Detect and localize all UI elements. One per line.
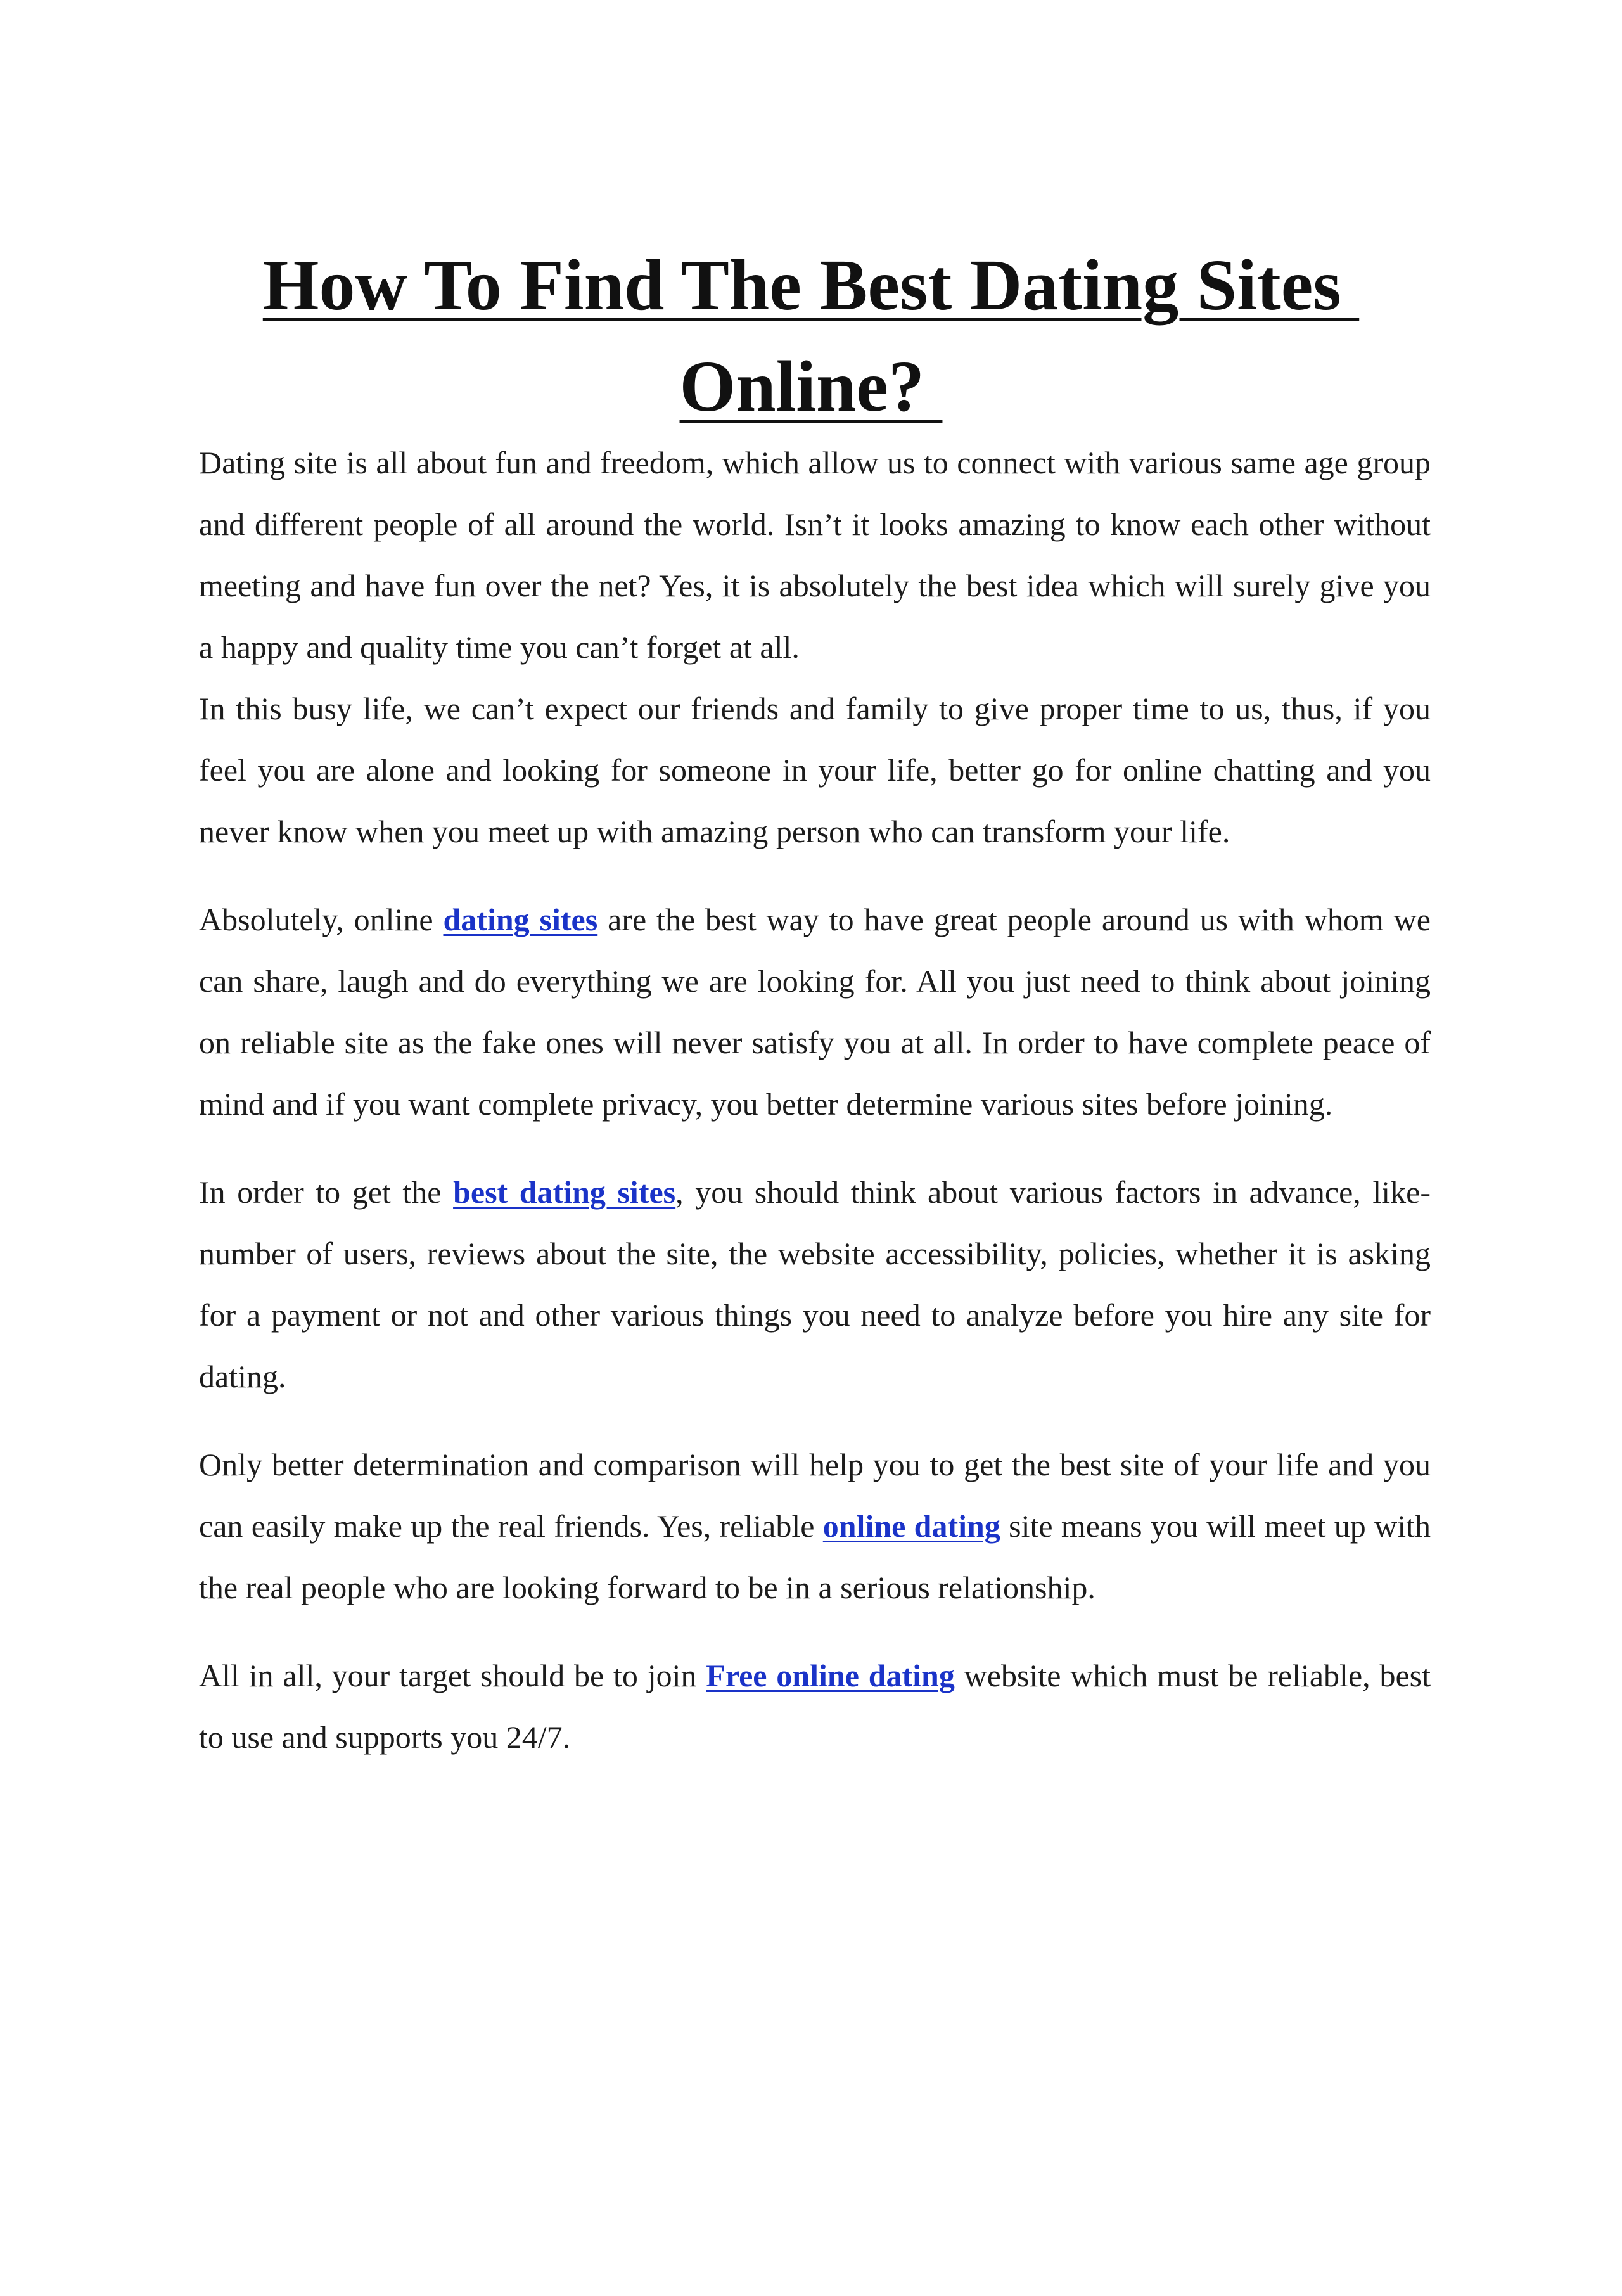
paragraph-6-text-start: All in all, your target should be to join <box>199 1658 706 1693</box>
paragraph-5 <box>199 1434 1431 1619</box>
title-line-2: Online? <box>679 346 943 426</box>
paragraph-4-text-start: In order to get the <box>199 1174 454 1210</box>
paragraph-3-text-end: are the best way to have great people around us with whom we can share, laugh and do everything we are looking for. All you just need to think about joining on reliable site as the fake ones will never satisfy you at all. In order to have complete peace of mind and if you want complete privacy, you better determine various sites before joining. <box>199 902 1431 1122</box>
free-online-dating-link[interactable]: Free online dating <box>706 1658 955 1693</box>
paragraph-5-text-start: Only better determination and comparison will help you to get the best site of your life and you can easily make up the real friends. Yes, reliable <box>199 1447 1431 1544</box>
dating-sites-link[interactable]: dating sites <box>443 902 598 937</box>
paragraph-4 <box>199 1162 1431 1408</box>
paragraph-3-text-start: Absolutely, online <box>199 902 444 937</box>
paragraph-5-text-end: site means you will meet up with the real people who are looking forward to be in a serious relationship. <box>199 1508 1431 1605</box>
online-dating-link[interactable]: online dating <box>822 1508 1000 1544</box>
paragraph-2: In this busy life, we can’t expect our friends and family to give proper time to us, thus, if you feel you are alone and looking for someone in your life, better go for online chatting and you never know when you meet up with amazing person who can transform your life. <box>199 691 1431 849</box>
page-title <box>0 234 1622 437</box>
paragraph-4-text-end: , you should think about various factors in advance, like- number of users, reviews about the site, the website accessibility, policies, whether it is asking for a payment or not and other various things you need to analyze before you hire any site for dating. <box>199 1174 1431 1394</box>
article-body <box>199 432 1431 1768</box>
paragraph-1: Dating site is all about fun and freedom, which allow us to connect with various same age group and different people of all around the world. Isn’t it looks amazing to know each other without meeting and have fun over the net? Yes, it is absolutely the best idea which will surely give you a happy and quality time you can’t forget at all. <box>199 445 1431 665</box>
paragraph-6 <box>199 1645 1431 1768</box>
best-dating-sites-link[interactable]: best dating sites <box>453 1174 676 1210</box>
paragraph-3 <box>199 889 1431 1135</box>
title-line-1: How To Find The Best Dating Sites <box>262 245 1360 325</box>
paragraph-6-text-end: website which must be reliable, best to use and supports you 24/7. <box>199 1658 1431 1755</box>
